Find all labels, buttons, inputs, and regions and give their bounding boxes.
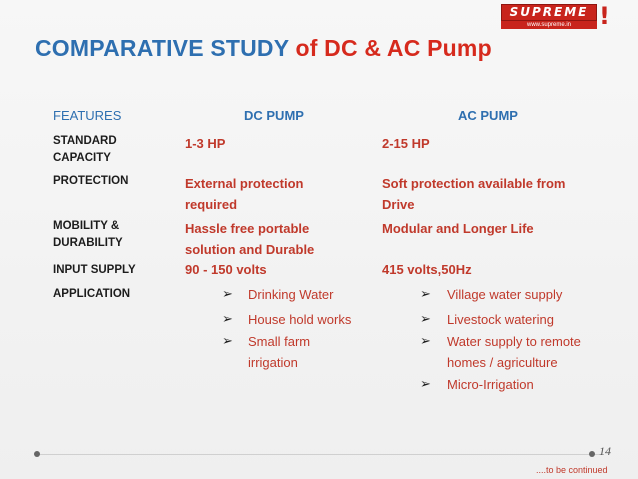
ac-application-item [447,284,562,305]
feature-line: STANDARD [53,135,117,147]
dc-app-line: Drinking Water [248,287,334,302]
footer-dot-right [589,451,595,457]
slide-title [35,34,492,62]
ac-line: 415 volts,50Hz [382,262,472,277]
dc-protection [185,173,303,215]
dc-line: 90 - 150 volts [185,262,267,277]
page-number: 14 [599,444,611,458]
feature-standard-capacity [53,133,163,167]
ac-application-item [447,374,534,395]
dc-line: required [185,197,238,212]
footer-divider [35,454,604,455]
feature-mobility-durability [53,218,163,252]
arrow-bullet-icon: ➢ [420,377,431,392]
ac-application-item [447,309,554,330]
dc-application-item [248,284,333,305]
feature-line: MOBILITY & [53,220,120,232]
feature-line: DURABILITY [53,237,123,249]
to-be-continued-note: ....to be continued [536,465,608,475]
title-part2: of DC & AC Pump [295,35,492,61]
dc-app-line: Small farm [248,334,311,349]
ac-line: Modular and Longer Life [382,221,534,236]
dc-mobility-durability [185,218,314,260]
logo-website: www.supreme.in [501,21,597,29]
dc-line: solution and Durable [185,242,315,257]
ac-protection [382,173,565,215]
dc-input-supply [185,259,267,280]
ac-line: Drive [382,197,415,212]
header-dc-pump: DC PUMP [244,108,304,123]
arrow-bullet-icon: ➢ [222,287,233,302]
dc-line: External protection [185,176,304,191]
feature-line: CAPACITY [53,152,111,164]
arrow-bullet-icon: ➢ [420,287,431,302]
dc-line: 1-3 HP [185,136,226,151]
feature-application [53,286,163,303]
footer-dot-left [34,451,40,457]
feature-line: APPLICATION [53,288,131,300]
ac-standard-capacity [382,133,430,154]
arrow-bullet-icon: ➢ [222,312,233,327]
ac-mobility-durability [382,218,534,239]
dc-app-line: House hold works [248,312,352,327]
feature-input-supply [53,262,163,279]
title-part1: COMPARATIVE STUDY [35,35,289,61]
header-ac-pump: AC PUMP [458,108,518,123]
arrow-bullet-icon: ➢ [420,312,431,327]
ac-application-item [447,331,581,373]
arrow-bullet-icon: ➢ [222,334,233,349]
ac-line: 2-15 HP [382,136,430,151]
dc-application-item [248,331,310,373]
feature-line: PROTECTION [53,175,129,187]
ac-line: Soft protection available from [382,176,566,191]
feature-line: INPUT SUPPLY [53,264,136,276]
logo-exclamation: ! [599,2,610,30]
ac-app-line: Village water supply [447,287,563,302]
dc-line: Hassle free portable [185,221,310,236]
dc-application-item [248,309,351,330]
feature-protection [53,173,163,190]
header-features: FEATURES [53,108,122,123]
ac-app-line: Water supply to remote [447,334,581,349]
ac-app-line: Livestock watering [447,312,554,327]
dc-app-line: irrigation [248,355,298,370]
logo-name: SUPREME [509,5,589,19]
ac-app-line: homes / agriculture [447,355,558,370]
ac-app-line: Micro-Irrigation [447,377,534,392]
ac-input-supply [382,259,472,280]
supreme-logo [501,4,608,30]
arrow-bullet-icon: ➢ [420,334,431,349]
dc-standard-capacity [185,133,225,154]
